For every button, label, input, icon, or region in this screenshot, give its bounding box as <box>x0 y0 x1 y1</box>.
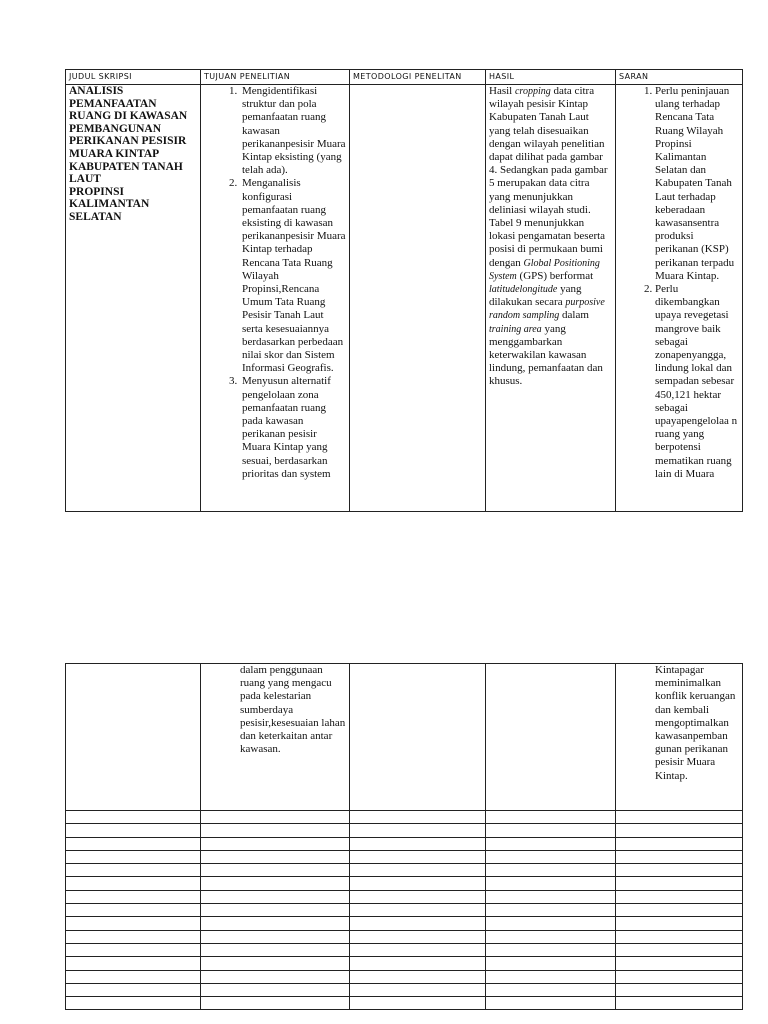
tujuan-cell <box>201 85 350 512</box>
tujuan-cell-cont <box>201 664 350 811</box>
judul-cell <box>66 85 201 512</box>
blank-row <box>66 850 743 863</box>
blank-row <box>66 864 743 877</box>
saran-list <box>619 85 739 481</box>
blank-row <box>66 983 743 996</box>
saran-continued-text: Kintapagar meminimalkan konflik keruangan dan kembali mengoptimalkan kawasanpemban gunan perikanan pesisir Muara Kintap. <box>655 664 736 782</box>
hasil-cell <box>486 85 616 512</box>
hasil-text: dalam <box>559 309 589 322</box>
blank-row <box>66 811 743 824</box>
title-line: PERIKANAN PESISIR <box>69 135 187 148</box>
hasil-text: Hasil <box>489 85 515 97</box>
blank-row <box>66 997 743 1010</box>
header-saran: SARAN <box>616 70 743 85</box>
blank-row <box>66 970 743 983</box>
blank-row <box>66 957 743 970</box>
blank-row <box>66 904 743 917</box>
blank-row <box>66 824 743 837</box>
hasil-italic: latitudelongitude <box>489 284 558 296</box>
saran-cell-cont <box>616 664 743 811</box>
title-line: PROPINSI <box>69 185 124 198</box>
blank-row <box>66 890 743 903</box>
hasil-italic: purposive random sampling <box>489 297 605 322</box>
content-row <box>66 85 743 512</box>
research-table-page-bottom <box>65 663 743 1010</box>
title-line: SELATAN <box>69 210 122 223</box>
judul-cell-cont <box>66 664 201 811</box>
header-tujuan: TUJUAN PENELITIAN <box>201 70 350 85</box>
hasil-text: yang menggambarkan keterwakilan kawasan lindung, pemanfaatan dan khusus. <box>489 322 603 388</box>
blank-row <box>66 877 743 890</box>
hasil-text: yang dilakukan secara <box>489 283 582 309</box>
title-line: PEMBANGUNAN <box>69 122 161 135</box>
header-judul: JUDUL SKRIPSI <box>66 70 201 85</box>
hasil-italic: cropping <box>514 86 551 97</box>
hasil-text: (GPS) berformat <box>516 269 594 282</box>
hasil-italic: Global Positioning System <box>489 257 600 282</box>
title-line: ANALISIS <box>69 85 124 97</box>
title-line: MUARA KINTAP <box>69 147 160 160</box>
blank-row <box>66 930 743 943</box>
tujuan-continued-text: dalam penggunaan ruang yang mengacu pada kelestarian sumberdaya pesisir,kesesuaian lahan dan keterkaitan antar kawasan. <box>240 664 346 756</box>
metodologi-cell <box>350 85 486 512</box>
title-line: KABUPATEN TANAH <box>69 160 183 173</box>
blank-row <box>66 837 743 850</box>
title-line: PEMANFAATAN <box>69 97 157 110</box>
hasil-cell-cont <box>486 664 616 811</box>
tujuan-item: 2. Menganalisis konfigurasi pemanfaatan ruang eksisting di kawasan perikananpesisir Muara Kintap terhadap Rencana Tata Ruang Wilayah Propinsi,Rencana Umum Tata Ruang Pesisir Tanah Laut serta kesesuaiannya berdasarkan perbedaan nilai skor dan Sistem Informasi Geografis. <box>240 177 346 375</box>
blank-row <box>66 943 743 956</box>
saran-cell <box>616 85 743 512</box>
research-table-page-top <box>65 69 743 512</box>
header-row <box>66 70 743 85</box>
continued-row <box>66 664 743 811</box>
blank-row <box>66 917 743 930</box>
header-hasil: HASIL <box>486 70 616 85</box>
hasil-italic: training area <box>489 323 542 335</box>
tujuan-item: 3. Menyusun alternatif pengelolaan zona pemanfaatan ruang pada kawasan perikanan pesisir Muara Kintap yang sesuai, berdasarkan prioritas dan system <box>240 375 346 481</box>
tujuan-item: 1. Mengidentifikasi struktur dan pola pemanfaatan ruang kawasan perikananpesisir Muara Kintap eksisting (yang telah ada). <box>240 85 346 177</box>
title-line: LAUT <box>69 173 101 186</box>
header-metodologi: METODOLOGI PENELITAN <box>350 70 486 85</box>
tujuan-list <box>204 85 346 481</box>
saran-item: 2. Perlu dikembangkan upaya revegetasi mangrove baik sebagai zonapenyangga, lindung lokal dan sempadan sebesar 450,121 hektar sebagai upayapengelolaa n ruang yang berpotensi mematikan ruang lain di Muara <box>655 283 739 481</box>
metodologi-cell-cont <box>350 664 486 811</box>
hasil-text: data citra wilayah pesisir Kintap Kabupaten Tanah Laut yang telah disesuaikan dengan wilayah penelitian dapat dilihat pada gambar 4. Sedangkan pada gambar 5 merupakan data citra yang menunjukkan deliniasi wilayah studi. Tabel 9 menunjukkan lokasi pengamatan beserta posisi di permukaan bumi dengan <box>489 85 608 269</box>
title-line: KALIMANTAN <box>69 198 150 211</box>
thesis-title <box>69 85 197 224</box>
saran-item: 1. Perlu peninjauan ulang terhadap Rencana Tata Ruang Wilayah Propinsi Kalimantan Selatan dan Kabupaten Tanah Laut terhadap keberadaan kawasansentra produksi perikanan (KSP) perikanan terpadu Muara Kintap. <box>655 85 739 283</box>
title-line: RUANG DI KAWASAN <box>69 110 188 123</box>
